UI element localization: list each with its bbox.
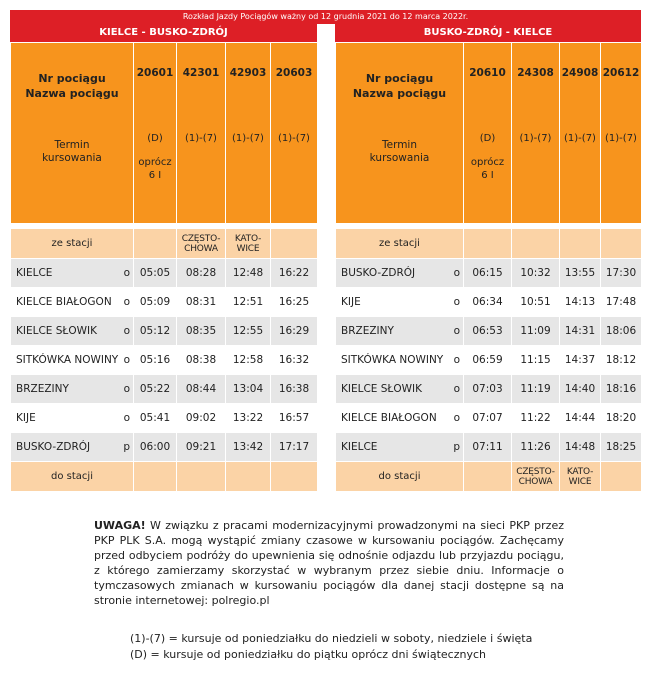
time-cell: 05:16 — [134, 346, 177, 375]
time-cell: 06:34 — [464, 288, 512, 317]
time-cell: 13:55 — [560, 259, 601, 288]
time-cell: 16:38 — [271, 375, 318, 404]
to-label: do stacji — [11, 462, 134, 492]
stop-flag: o — [453, 267, 460, 279]
to-station-row — [336, 462, 642, 492]
train-note-2: 6 I — [148, 170, 162, 181]
table-row — [11, 404, 318, 433]
stop-flag: o — [123, 354, 130, 366]
table-row — [336, 317, 642, 346]
from-cell — [271, 229, 318, 259]
from-station-row — [336, 229, 642, 259]
timetable-title: Rozkład Jazdy Pociągów ważny od 12 grudnia 2021 do 12 marca 2022r. — [10, 10, 641, 24]
time-cell: 18:12 — [601, 346, 642, 375]
station-name: KIELCE SŁOWIK — [16, 325, 97, 337]
time-cell: 09:02 — [177, 404, 226, 433]
stop-flag: o — [123, 296, 130, 308]
time-cell: 13:22 — [226, 404, 271, 433]
stop-flag: p — [453, 441, 460, 453]
timetable-left — [10, 42, 318, 492]
time-cell: 07:07 — [464, 404, 512, 433]
time-cell: 07:11 — [464, 433, 512, 462]
time-cell: 08:28 — [177, 259, 226, 288]
table-row — [336, 346, 642, 375]
time-cell: 12:55 — [226, 317, 271, 346]
legend-item: (D) = kursuje od poniedziałku do piątku oprócz dni świątecznych — [130, 648, 486, 661]
time-cell: 13:42 — [226, 433, 271, 462]
legend-item: (1)-(7) = kursuje od poniedziałku do niedzieli w soboty, niedziele i święta — [130, 632, 533, 645]
time-cell: 16:25 — [271, 288, 318, 317]
time-cell: 17:30 — [601, 259, 642, 288]
table-row — [11, 259, 318, 288]
to-station-row — [11, 462, 318, 492]
table-row — [11, 433, 318, 462]
route-title-right: BUSKO-ZDRÓJ - KIELCE — [335, 24, 641, 42]
train-term: (D) — [147, 133, 163, 144]
stop-flag: o — [123, 325, 130, 337]
time-cell: 06:59 — [464, 346, 512, 375]
time-cell: 14:37 — [560, 346, 601, 375]
time-cell: 16:29 — [271, 317, 318, 346]
time-cell: 16:22 — [271, 259, 318, 288]
table-row — [336, 259, 642, 288]
term-label-1: Termin — [54, 139, 90, 151]
time-cell: 18:06 — [601, 317, 642, 346]
to-cell: CZĘSTO- CHOWA — [512, 462, 560, 492]
header-label-cell — [336, 43, 464, 224]
train-term: (1)-(7) — [185, 133, 217, 144]
time-cell: 12:51 — [226, 288, 271, 317]
station-name: KIELCE SŁOWIK — [341, 383, 422, 395]
notice-bold: UWAGA! — [94, 519, 146, 532]
stop-flag: o — [453, 354, 460, 366]
table-row — [336, 288, 642, 317]
time-cell: 12:58 — [226, 346, 271, 375]
table-row — [11, 375, 318, 404]
train-header — [271, 43, 318, 224]
time-cell: 18:16 — [601, 375, 642, 404]
stop-flag: o — [453, 383, 460, 395]
header-label-1: Nr pociągu — [365, 72, 434, 85]
time-cell: 06:53 — [464, 317, 512, 346]
time-cell: 16:32 — [271, 346, 318, 375]
from-station-row — [11, 229, 318, 259]
notice-body: W związku z pracami modernizacyjnymi prowadzonymi na sieci PKP przez PKP PLK S.A. mogą wystąpić zmiany czasowe w kursowaniu pociągów. Zachęcamy przed odbyciem podróży do upewnienia się odnośnie odjazdu lub przyjazdu pociągu, z którego zamierzamy skorzystać w wybranym przez siebie dniu. Informacje o tymczasowych zmianach w kursowaniu pociągów dla danej stacji dostępne są na stronie internetowej: polregio.pl — [94, 519, 564, 607]
to-cell — [601, 462, 642, 492]
train-term: (1)-(7) — [232, 133, 264, 144]
table-row — [11, 317, 318, 346]
station-name: KIJE — [341, 296, 361, 308]
table-row — [336, 375, 642, 404]
time-cell: 07:03 — [464, 375, 512, 404]
table-row — [336, 404, 642, 433]
time-cell: 05:22 — [134, 375, 177, 404]
route-title-left: KIELCE - BUSKO-ZDRÓJ — [10, 24, 317, 42]
train-number: 20603 — [275, 67, 313, 79]
train-note-1: oprócz — [470, 157, 505, 168]
time-cell: 06:15 — [464, 259, 512, 288]
to-cell — [464, 462, 512, 492]
time-cell: 12:48 — [226, 259, 271, 288]
from-cell — [134, 229, 177, 259]
train-header — [226, 43, 271, 224]
train-header — [464, 43, 512, 224]
train-term: (1)-(7) — [519, 133, 552, 144]
stop-flag: p — [123, 441, 130, 453]
train-header — [512, 43, 560, 224]
time-cell: 11:22 — [512, 404, 560, 433]
station-name: BUSKO-ZDRÓJ — [341, 267, 416, 279]
time-cell: 08:38 — [177, 346, 226, 375]
train-header — [560, 43, 601, 224]
train-header — [601, 43, 642, 224]
time-cell: 17:17 — [271, 433, 318, 462]
time-cell: 18:20 — [601, 404, 642, 433]
time-cell: 14:44 — [560, 404, 601, 433]
time-cell: 08:44 — [177, 375, 226, 404]
time-cell: 11:19 — [512, 375, 560, 404]
train-note-1: oprócz — [138, 157, 172, 168]
station-name: KIELCE BIAŁOGON — [16, 296, 112, 308]
stop-flag: o — [123, 267, 130, 279]
stop-flag: o — [453, 412, 460, 424]
to-label: do stacji — [336, 462, 464, 492]
time-cell: 05:41 — [134, 404, 177, 433]
time-cell: 18:25 — [601, 433, 642, 462]
time-cell: 16:57 — [271, 404, 318, 433]
time-cell: 11:26 — [512, 433, 560, 462]
train-header — [177, 43, 226, 224]
train-number: 20612 — [602, 67, 640, 79]
term-label-2: kursowania — [369, 152, 430, 164]
train-term: (1)-(7) — [278, 133, 310, 144]
time-cell: 10:32 — [512, 259, 560, 288]
time-cell: 08:31 — [177, 288, 226, 317]
time-cell: 10:51 — [512, 288, 560, 317]
time-cell: 08:35 — [177, 317, 226, 346]
from-label: ze stacji — [336, 229, 464, 259]
station-name: SITKÓWKA NOWINY — [341, 354, 444, 366]
notice-text — [94, 518, 564, 608]
stop-flag: o — [123, 383, 130, 395]
time-cell: 14:48 — [560, 433, 601, 462]
station-name: KIJE — [16, 412, 36, 424]
train-number: 20601 — [136, 67, 174, 79]
from-cell: CZĘSTO- CHOWA — [177, 229, 226, 259]
from-label: ze stacji — [11, 229, 134, 259]
time-cell: 14:40 — [560, 375, 601, 404]
station-name: BRZEZINY — [341, 325, 394, 337]
table-row — [336, 433, 642, 462]
legend — [130, 631, 532, 663]
station-name: KIELCE — [341, 441, 378, 453]
train-note-2: 6 I — [481, 170, 494, 181]
time-cell: 17:48 — [601, 288, 642, 317]
time-cell: 13:04 — [226, 375, 271, 404]
time-cell: 09:21 — [177, 433, 226, 462]
time-cell: 14:13 — [560, 288, 601, 317]
train-number: 24308 — [517, 67, 554, 79]
time-cell: 11:15 — [512, 346, 560, 375]
train-header — [134, 43, 177, 224]
stop-flag: o — [123, 412, 130, 424]
train-number: 42903 — [229, 67, 267, 79]
station-name: BRZEZINY — [16, 383, 69, 395]
train-number: 20610 — [469, 67, 506, 79]
stop-flag: o — [453, 296, 460, 308]
header-label-1: Nr pociągu — [38, 72, 106, 85]
time-cell: 05:12 — [134, 317, 177, 346]
station-name: KIELCE — [16, 267, 53, 279]
train-number: 24908 — [561, 67, 599, 79]
table-row — [11, 288, 318, 317]
to-cell: KATO- WICE — [560, 462, 601, 492]
header-label-2: Nazwa pociągu — [25, 87, 119, 100]
time-cell: 06:00 — [134, 433, 177, 462]
station-name: SITKÓWKA NOWINY — [16, 354, 119, 366]
timetable-right — [335, 42, 642, 492]
term-label-1: Termin — [381, 139, 418, 151]
time-cell: 05:05 — [134, 259, 177, 288]
station-name: KIELCE BIAŁOGON — [341, 412, 437, 424]
train-number: 42301 — [182, 67, 220, 79]
train-term: (1)-(7) — [605, 133, 637, 144]
time-cell: 05:09 — [134, 288, 177, 317]
stop-flag: o — [453, 325, 460, 337]
station-name: BUSKO-ZDRÓJ — [16, 441, 91, 453]
time-cell: 14:31 — [560, 317, 601, 346]
table-row — [11, 346, 318, 375]
term-label-2: kursowania — [42, 152, 102, 164]
from-cell: KATO- WICE — [226, 229, 271, 259]
train-term: (D) — [479, 133, 496, 144]
header-label-2: Nazwa pociągu — [352, 87, 447, 100]
time-cell: 11:09 — [512, 317, 560, 346]
train-term: (1)-(7) — [564, 133, 596, 144]
header-label-cell — [11, 43, 134, 224]
